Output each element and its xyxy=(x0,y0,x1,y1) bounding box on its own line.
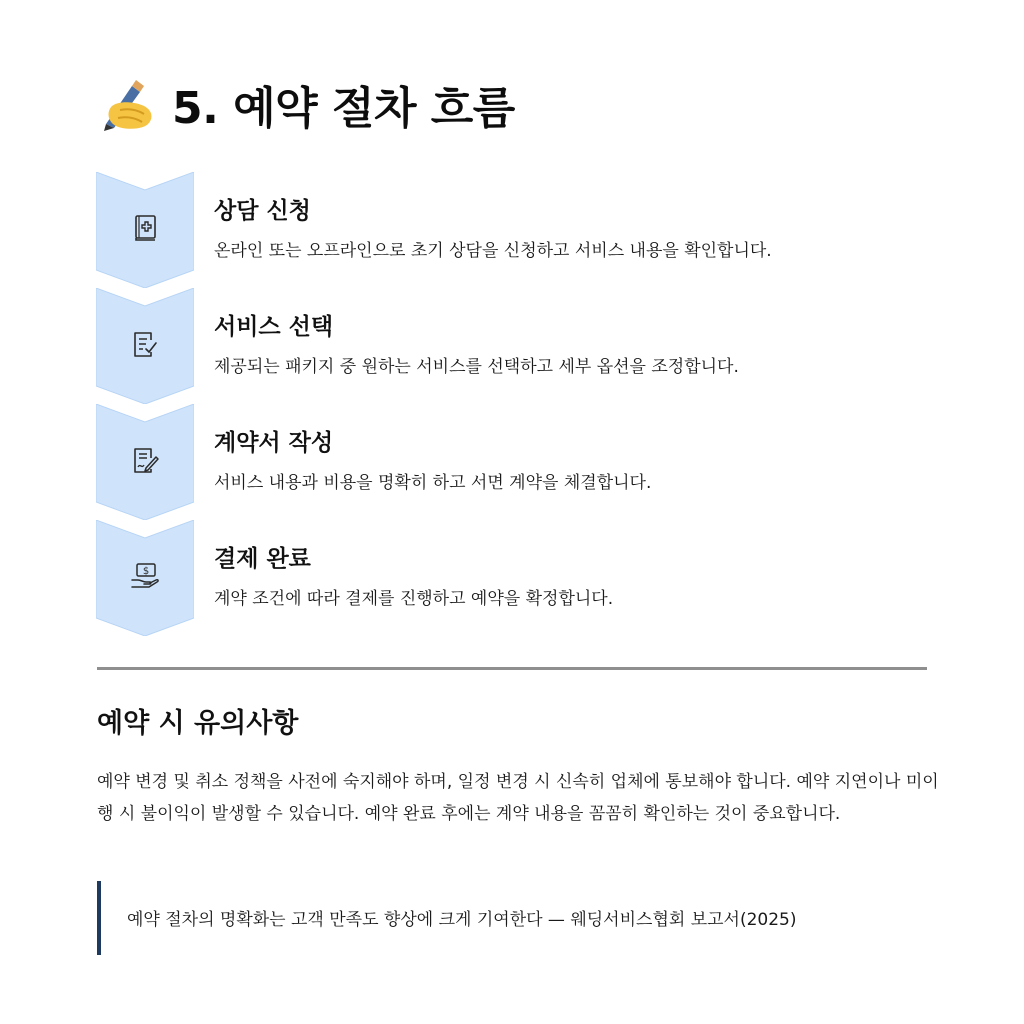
blockquote xyxy=(97,881,927,955)
step-item xyxy=(96,288,926,404)
step-description: 제공되는 패키지 중 원하는 서비스를 선택하고 세부 옵션을 조정합니다. xyxy=(214,357,739,377)
step-description: 서비스 내용과 비용을 명확히 하고 서면 계약을 체결합니다. xyxy=(214,473,652,493)
section-divider xyxy=(97,667,927,670)
contract-sign-icon xyxy=(129,444,161,476)
payment-hand-icon xyxy=(129,560,161,592)
step-chevron xyxy=(96,520,194,636)
step-item xyxy=(96,520,926,636)
notes-title: 예약 시 유의사항 xyxy=(97,708,299,739)
writing-hand-icon xyxy=(98,76,158,132)
step-chevron xyxy=(96,404,194,520)
page-title xyxy=(98,74,515,134)
notes-body: 예약 변경 및 취소 정책을 사전에 숙지해야 하며, 일정 변경 시 신속히 업체에 통보해야 합니다. 예약 지연이나 미이행 시 불이익이 발생할 수 있습니다. 예약 완료 후에는 계약 내용을 꼼꼼히 확인하는 것이 중요합니다. xyxy=(97,772,939,824)
step-description: 온라인 또는 오프라인으로 초기 상담을 신청하고 서비스 내용을 확인합니다. xyxy=(214,241,772,261)
checklist-icon xyxy=(129,328,161,360)
medical-book-icon xyxy=(129,212,161,244)
page-title-text: 5. 예약 절차 흐름 xyxy=(172,83,515,134)
quote-text: 예약 절차의 명확화는 고객 만족도 향상에 크게 기여한다 — 웨딩서비스협회 보고서(2025) xyxy=(127,910,797,930)
step-item xyxy=(96,172,926,288)
step-title: 계약서 작성 xyxy=(214,430,334,456)
step-item xyxy=(96,404,926,520)
step-title: 결제 완료 xyxy=(214,546,311,572)
step-title: 서비스 선택 xyxy=(214,314,334,340)
step-chevron xyxy=(96,288,194,404)
procedure-steps xyxy=(96,172,926,642)
step-title: 상담 신청 xyxy=(214,198,311,224)
svg-text:$: $ xyxy=(142,566,150,577)
step-description: 계약 조건에 따라 결제를 진행하고 예약을 확정합니다. xyxy=(214,589,614,609)
step-chevron xyxy=(96,172,194,288)
